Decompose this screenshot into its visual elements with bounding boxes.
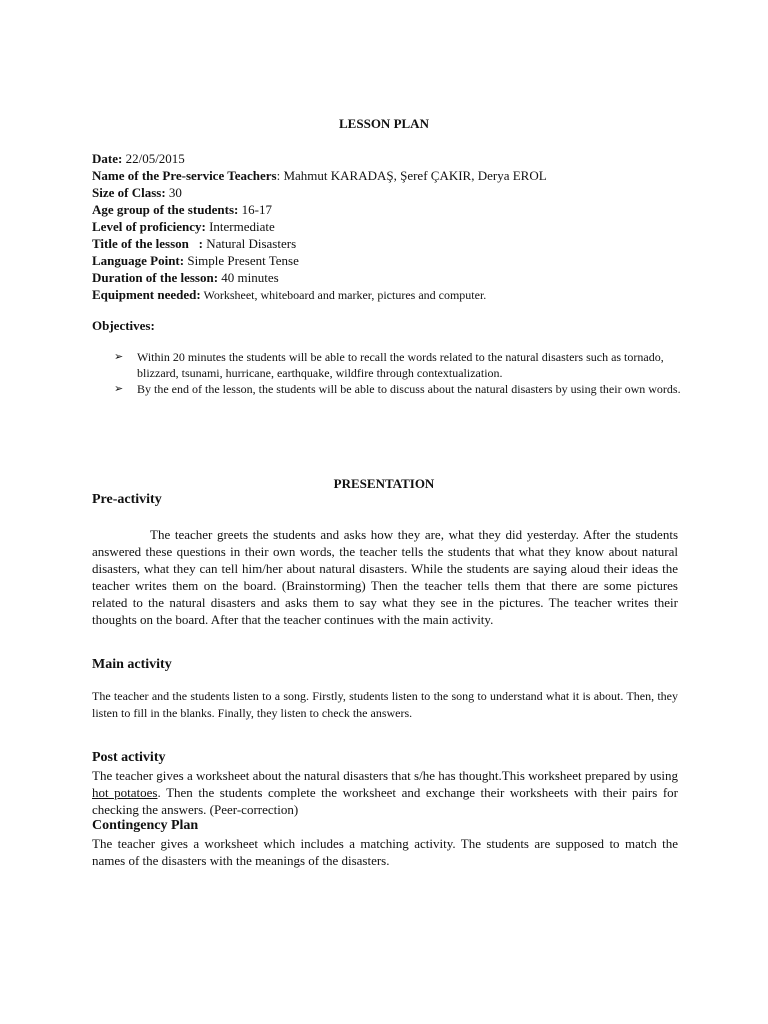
arrow-bullet-icon: ➢ xyxy=(114,351,124,363)
field-duration xyxy=(92,269,279,286)
post-activity-heading: Post activity xyxy=(92,750,166,765)
pre-activity-text: The teacher greets the students and asks how they are, what they did yesterday. After the students answered these questions in their own words, the teacher tells the students that what they know about natural disasters, what they can tell him/her about natural disasters. While the students are saying aloud their ideas the teacher writes them on the board. (Brainstorming) Then the teacher tells them that there are some pictures related to the natural disasters and asks them to say what they see in the pictures. The teacher writes their thoughts on the board. After that the teacher continues with the main activity. xyxy=(92,527,678,627)
field-label: Size of Class: xyxy=(92,185,166,200)
field-value: Simple Present Tense xyxy=(184,253,299,268)
field-proficiency xyxy=(92,218,275,235)
main-activity-text: The teacher and the students listen to a song. Firstly, students listen to the song to understand what it is about. Then, they listen to fill in the blanks. Finally, they listen to check the answers. xyxy=(92,689,678,720)
objective-text: By the end of the lesson, the students will be able to discuss about the natural disasters by using their own words. xyxy=(137,382,681,396)
field-language-point xyxy=(92,252,299,269)
pre-activity-heading: Pre-activity xyxy=(92,492,162,507)
contingency-heading: Contingency Plan xyxy=(92,818,199,833)
field-value: 22/05/2015 xyxy=(122,151,185,166)
field-equipment xyxy=(92,286,486,304)
field-date xyxy=(92,150,185,167)
hot-potatoes-link[interactable]: hot potatoes xyxy=(92,785,158,800)
field-value: 30 xyxy=(165,185,182,200)
field-value: 16-17 xyxy=(238,202,272,217)
field-teachers xyxy=(92,167,547,184)
contingency-text: The teacher gives a worksheet which includes a matching activity. The students are supposed to match the names of the disasters with the meanings of the disasters. xyxy=(92,836,678,868)
objective-text: Within 20 minutes the students will be able to recall the words related to the natural disasters such as tornado, blizzard, tsunami, hurricane, earthquake, wildfire through contextualization. xyxy=(137,350,664,380)
field-lesson-title xyxy=(92,235,296,252)
field-label: Date: xyxy=(92,151,123,166)
post-activity-text xyxy=(92,767,678,818)
objective-item xyxy=(114,349,704,383)
presentation-heading: PRESENTATION xyxy=(333,476,435,491)
document-title: LESSON PLAN xyxy=(339,116,429,131)
main-activity-heading: Main activity xyxy=(92,657,172,672)
field-label: Duration of the lesson: xyxy=(92,270,219,285)
field-label: Name of the Pre-service Teachers xyxy=(92,168,277,183)
field-class-size xyxy=(92,184,182,201)
objective-item xyxy=(114,381,704,415)
post-activity-text-part: The teacher gives a worksheet about the natural disasters that s/he has thought.This worksheet prepared by using xyxy=(92,768,678,783)
field-label: Language Point: xyxy=(92,253,185,268)
field-value: Intermediate xyxy=(205,219,275,234)
arrow-bullet-icon: ➢ xyxy=(114,383,124,395)
field-age-group xyxy=(92,201,272,218)
field-value small: Worksheet, whiteboard and marker, pictures and computer. xyxy=(200,288,487,302)
field-label: Level of proficiency: xyxy=(92,219,206,234)
objectives-heading: Objectives: xyxy=(92,318,155,333)
field-label: Equipment needed: xyxy=(92,287,201,302)
post-activity-text-part: . Then the students complete the worksheet and exchange their worksheets with their pairs for checking the answers. (Peer-correction) xyxy=(92,785,679,817)
field-label: Title of the lesson : xyxy=(92,236,203,251)
field-value: 40 minutes xyxy=(218,270,279,285)
field-value: : Mahmut KARADAŞ, Şeref ÇAKIR, Derya EROL xyxy=(276,168,547,183)
field-label: Age group of the students: xyxy=(92,202,239,217)
field-value: Natural Disasters xyxy=(202,236,297,251)
